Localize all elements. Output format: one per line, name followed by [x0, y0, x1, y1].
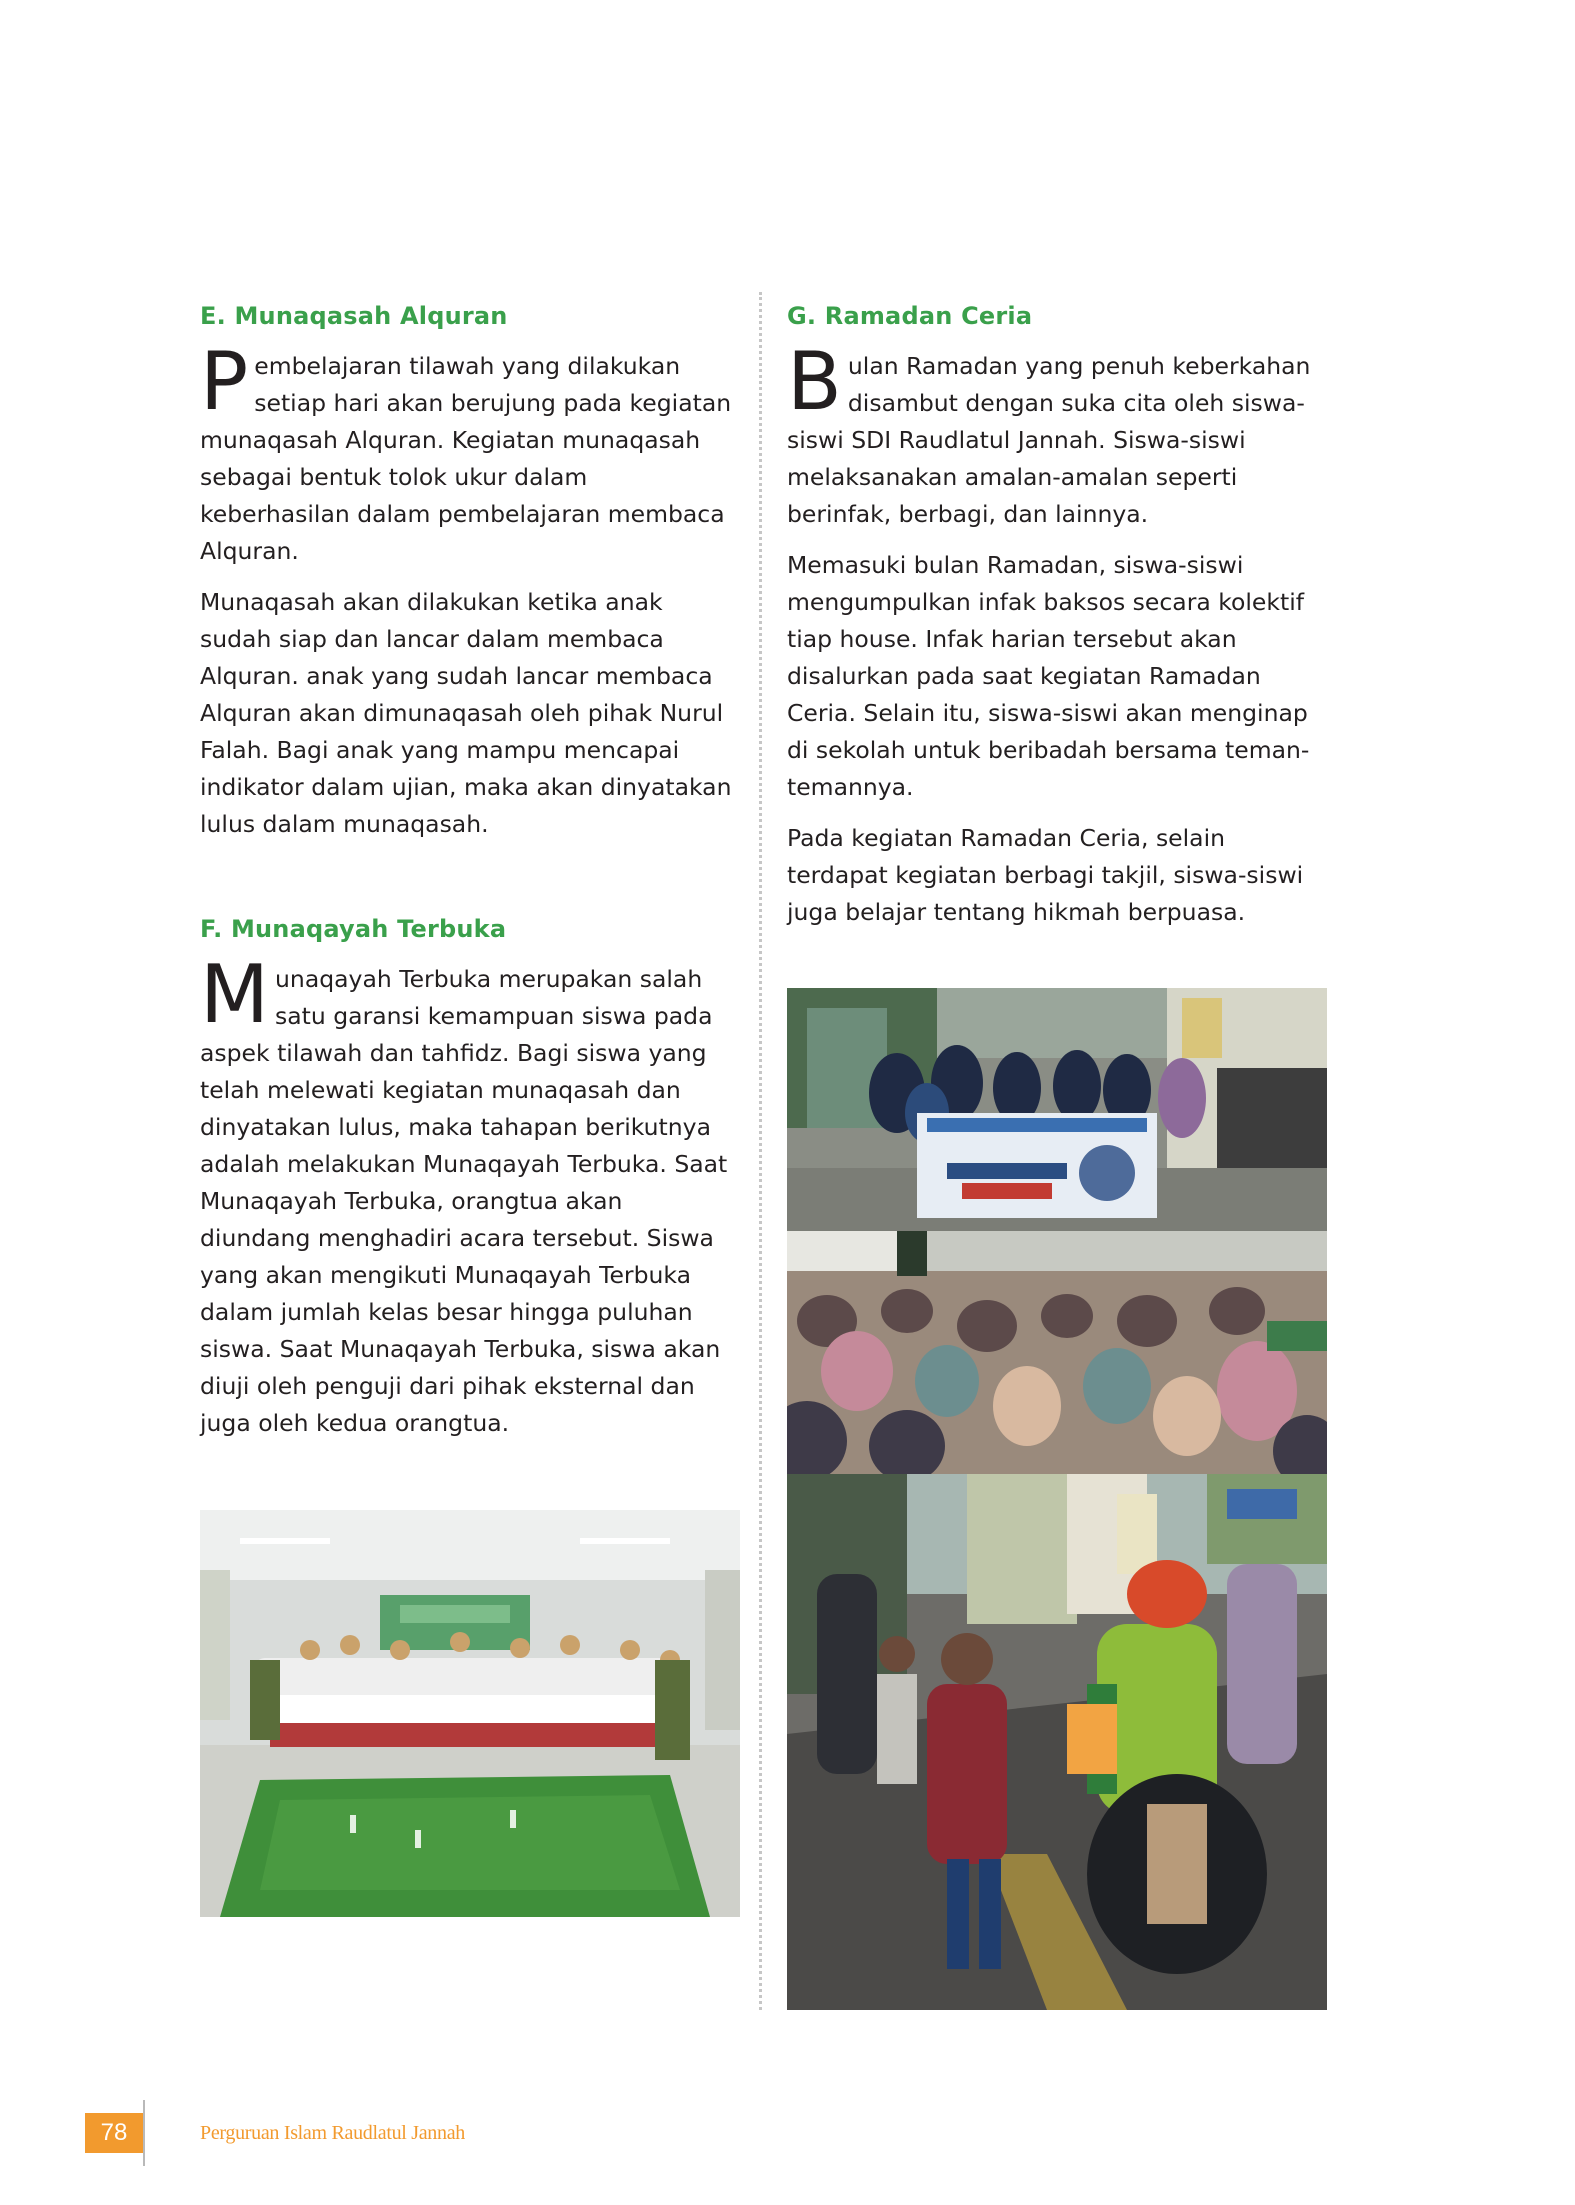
photo-ramadan-banner	[787, 988, 1327, 1231]
section-spacer	[200, 857, 740, 913]
footer-publication-title: Perguruan Islam Raudlatul Jannah	[200, 2122, 465, 2144]
photo-munaqayah-group-image	[200, 1510, 740, 1917]
right-column	[787, 300, 1327, 945]
photo-ramadan-takjil-image	[787, 1474, 1327, 2010]
photo-munaqayah-group	[200, 1510, 740, 1917]
photo-ramadan-gathering	[787, 1231, 1327, 1474]
page-number: 78	[85, 2113, 143, 2153]
paragraph-munaqayah-1-text: unaqayah Terbuka merupakan salah satu garansi kemampuan siswa pada aspek tilawah dan tahfidz. Bagi siswa yang telah melewati kegiatan munaqasah dan dinyatakan lulus, maka tahapan berikutnya adalah melakukan Munaqayah Terbuka. Saat Munaqayah Terbuka, orangtua akan diundang menghadiri acara tersebut. Siswa yang akan mengikuti Munaqayah Terbuka dalam jumlah kelas besar hingga puluhan siswa. Saat Munaqayah Terbuka, siswa akan diuji oleh penguji dari pihak eksternal dan juga oleh kedua orangtua.	[200, 965, 728, 1437]
photo-ramadan-gathering-image	[787, 1231, 1327, 1474]
heading-ramadan-ceria: G. Ramadan Ceria	[787, 302, 1033, 330]
dropcap-m: M	[200, 948, 270, 1041]
photo-ramadan-takjil	[787, 1474, 1327, 2010]
photo-ramadan-banner-image	[787, 988, 1327, 1231]
column-divider	[759, 292, 762, 2010]
heading-munaqasah-alquran: E. Munaqasah Alquran	[200, 302, 508, 330]
paragraph-ramadan-1-text: ulan Ramadan yang penuh keberkahan disambut dengan suka cita oleh siswa-siswi SDI Raudlatul Jannah. Siswa-siswi melaksanakan amalan-amalan seperti berinfak, berbagi, dan lainnya.	[787, 352, 1311, 528]
paragraph-ramadan-2: Memasuki bulan Ramadan, siswa-siswi mengumpulkan infak baksos secara kolektif tiap house. Infak harian tersebut akan disalurkan pada saat kegiatan Ramadan Ceria. Selain itu, siswa-siswi akan menginap di sekolah untuk beribadah bersama teman-temannya.	[787, 551, 1310, 801]
paragraph-munaqasah-2: Munaqasah akan dilakukan ketika anak sudah siap dan lancar dalam membaca Alquran. anak yang sudah lancar membaca Alquran akan dimunaqasah oleh pihak Nurul Falah. Bagi anak yang mampu mencapai indikator dalam ujian, maka akan dinyatakan lulus dalam munaqasah.	[200, 588, 732, 838]
heading-munaqayah-terbuka: F. Munaqayah Terbuka	[200, 915, 507, 943]
paragraph-ramadan-1	[787, 335, 1327, 533]
left-column	[200, 300, 740, 1456]
dropcap-p: P	[200, 335, 249, 428]
paragraph-munaqasah-1-text: embelajaran tilawah yang dilakukan setiap hari akan berujung pada kegiatan munaqasah Alquran. Kegiatan munaqasah sebagai bentuk tolok ukur dalam keberhasilan dalam pembelajaran membaca Alquran.	[200, 352, 732, 565]
dropcap-b: B	[787, 335, 842, 428]
paragraph-munaqayah-1	[200, 948, 740, 1442]
footer-rule	[143, 2100, 145, 2166]
paragraph-ramadan-3: Pada kegiatan Ramadan Ceria, selain terdapat kegiatan berbagi takjil, siswa-siswi juga belajar tentang hikmah berpuasa.	[787, 824, 1304, 926]
paragraph-munaqasah-1	[200, 335, 740, 570]
